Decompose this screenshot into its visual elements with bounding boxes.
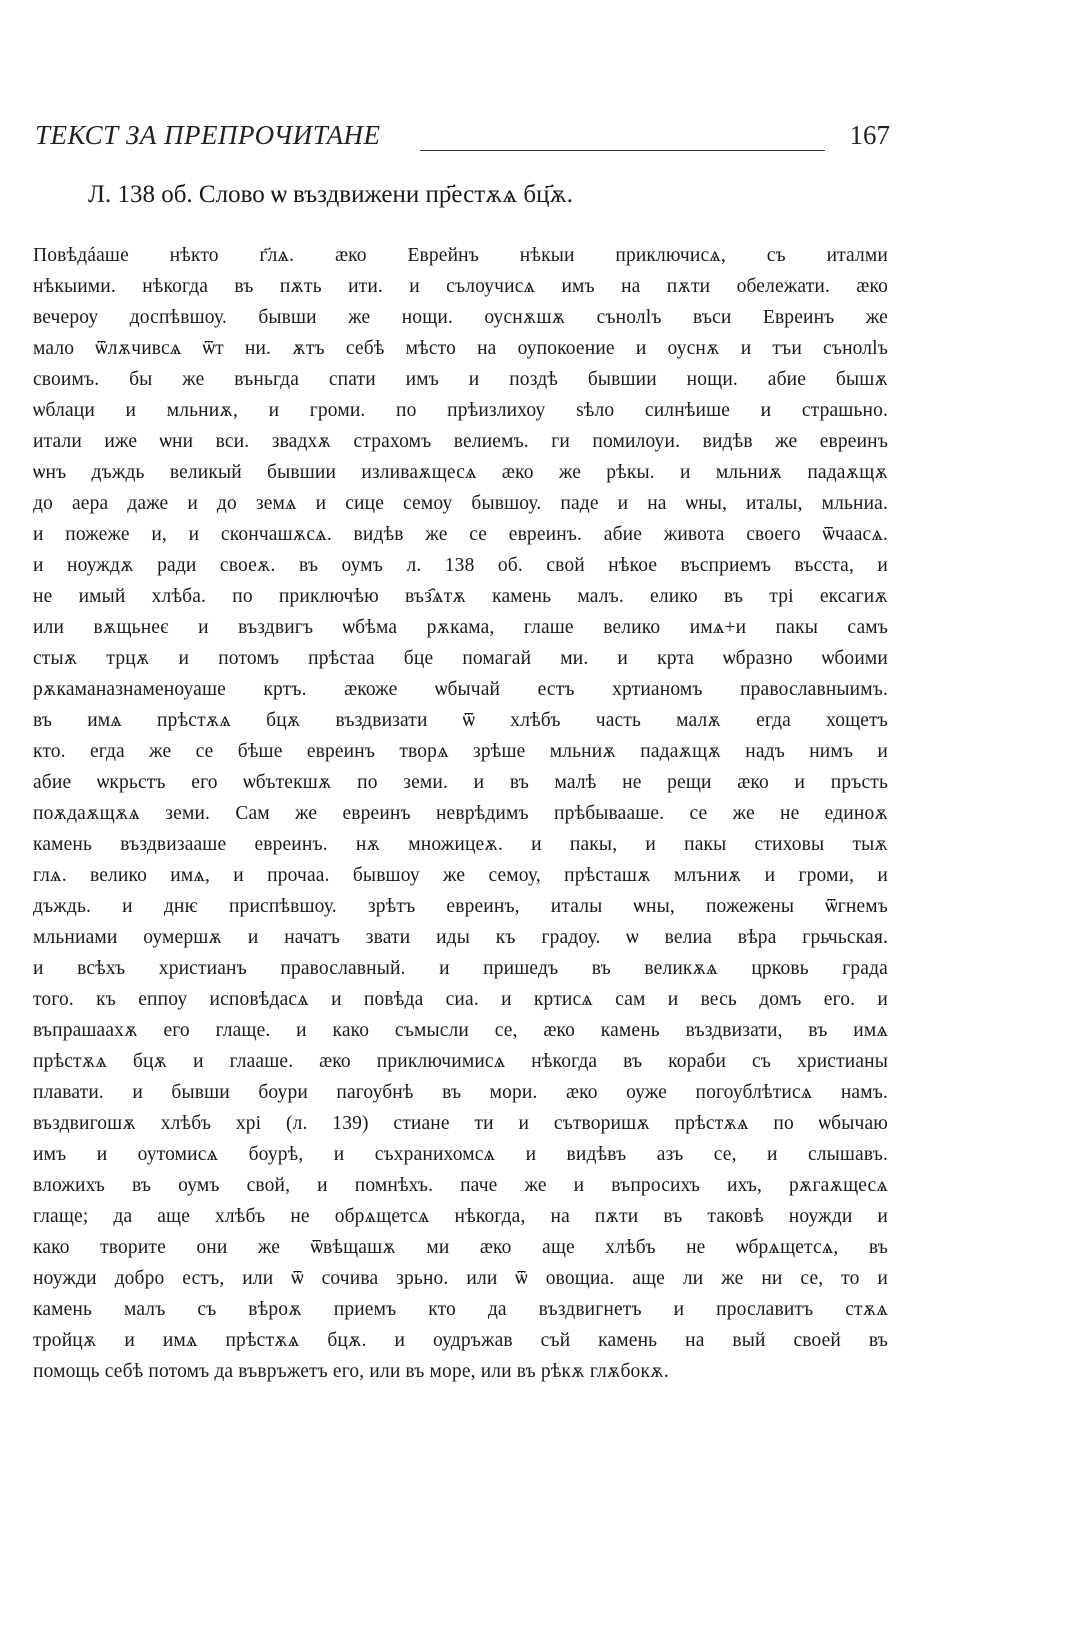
text-line: и ноуждѫ ради своеѫ. въ оумъ л. 138 об. свой нѣкое въсприемъ въсста, и: [33, 555, 888, 576]
text-line: кто. егда же се бѣше евреинъ творѧ зрѣше мльниѫ падаѫщѫ надъ нимъ и: [33, 741, 888, 762]
running-header: [35, 120, 890, 160]
text-line: ноужди добро естъ, или ѿ сочива зрьно. или ѿ овощиа. аще ли же ни се, то и: [33, 1268, 888, 1289]
header-title: ТЕКСТ ЗА ПРЕПРОЧИТАНЕ: [35, 120, 381, 150]
body-text: [33, 240, 888, 1387]
text-line: нѣкыими. нѣкогда въ пѫть ити. и сълоучисѧ имъ на пѫти обележати. ӕко: [33, 276, 888, 297]
text-line: не имый хлѣба. по приключѣю въз҄ѧтѫ камень малъ. елико въ трі ексагиѫ: [33, 586, 888, 607]
text-line: глаще; да аще хлѣбъ не обрѧщетсѧ нѣкогда, на пѫти въ таковѣ ноужди и: [33, 1206, 888, 1227]
text-line: въпрашаахѫ его глаще. и како съмысли се, ӕко камень въздвизати, въ имѧ: [33, 1020, 888, 1041]
text-line: вложихъ въ оумъ свой, и помнѣхъ. паче же и въпросихъ ихъ, рѫгаѫщесѧ: [33, 1175, 888, 1196]
text-line: имъ и оутомисѧ боурѣ, и съхранихомсѧ и видѣвъ азъ се, и слышавъ.: [33, 1144, 888, 1165]
text-line: мало ѿлѫчивсѧ ѿт ни. ѫтъ себѣ мѣсто на оупокоение и оуснѫ и тъи сънолӏъ: [33, 338, 888, 359]
text-line: и пожеже и, и скончашѫсѧ. видѣв же се евреинъ. абие живота своего ѿчаасѧ.: [33, 524, 888, 545]
text-line: поѫдаѫщѫѧ земи. Сам же евреинъ неврѣдимъ прѣбывааше. се же не единоѫ: [33, 803, 888, 824]
text-line: помощь себѣ потомъ да въвръжетъ его, или въ море, или въ рѣкѫ глѫбокѫ.: [33, 1361, 669, 1382]
text-line: итали иже ѡни вси. звадхѫ страхомъ велиемъ. ги помилоуи. видѣв же евреинъ: [33, 431, 888, 452]
text-line: мльниами оумершѫ и начатъ звати иды къ градоу. ѡ велиа вѣра грьчьская.: [33, 927, 888, 948]
header-rule: [420, 150, 825, 151]
text-line: плавати. и бывши боури пагоубнѣ въ мори. ӕко оуже погоублѣтисѧ намъ.: [33, 1082, 888, 1103]
text-line: и всѣхъ христианъ православный. и пришедъ въ великѫѧ црковь града: [33, 958, 888, 979]
text-line: въздвигошѫ хлѣбъ хрі (л. 139) стиане ти и сътворишѫ прѣстѫѧ по ѡбычаю: [33, 1113, 888, 1134]
text-line: абие ѡкрьстъ его ѡбътекшѫ по земи. и въ малѣ не рещи ӕко и пръсть: [33, 772, 888, 793]
text-line: вечероу доспѣвшоу. бывши же нощи. оуснѫшѫ сънолӏъ въси Евреинъ же: [33, 307, 888, 328]
text-line: глѧ. велико имѧ, и прочаа. бывшоу же семоу, прѣсташѫ млъниѫ и громи, и: [33, 865, 888, 886]
text-line: камень малъ съ вѣроѫ приемъ кто да въздвигнетъ и прославитъ стѫѧ: [33, 1299, 888, 1320]
text-line: дъждь. и днѥ приспѣвшоу. зрѣтъ евреинъ, италы ѡны, пожежены ѿгнемъ: [33, 896, 888, 917]
text-line: своимъ. бы же въньгда спати имъ и поздѣ бывшии нощи. абие бышѫ: [33, 369, 888, 390]
text-line: прѣстѫѧ бцѫ и глааше. ӕко приключимисѧ нѣкогда въ кораби съ христианы: [33, 1051, 888, 1072]
text-line: ѡнъ дъждь великый бывшии изливаѫщесѧ ӕко же рѣкы. и мльниѫ падаѫщѫ: [33, 462, 888, 483]
text-line: или вѫщьнеє и въздвигъ ѡбѣма рѫкама, глаше велико имѧ+и пакы самъ: [33, 617, 888, 638]
page-number: 167: [849, 120, 890, 150]
section-heading: Л. 138 об. Слово ѡ въздвижени пр҃естѫѧ бц҃ѫ.: [88, 181, 574, 208]
text-line: ѡблаци и мльниѫ, и громи. по прѣизлихоу ѕѣло силнѣише и страшьно.: [33, 400, 888, 421]
text-line: Повѣдáаше нѣкто г҃лѧ. ӕко Еврейнъ нѣкыи приключисѧ, съ италми: [33, 245, 888, 266]
text-line: до аера даже и до земѧ и сице семоу бывшоу. паде и на ѡны, италы, мльниа.: [33, 493, 888, 514]
text-line: того. къ еппоу исповѣдасѧ и повѣда сиа. и кртисѧ сам и весь домъ его. и: [33, 989, 888, 1010]
text-line: рѫкаманазнаменоуаше кртъ. ӕкоже ѡбычай естъ хртианомъ православныимъ.: [33, 679, 888, 700]
text-line: како творите они же ѿвѣщашѫ ми ӕко аще хлѣбъ не ѡбрѧщетсѧ, въ: [33, 1237, 888, 1258]
text-line: стыѫ трцѫ и потомъ прѣстаа бце помагай ми. и крта ѡбразно ѡбоими: [33, 648, 888, 669]
text-line: тройцѫ и имѧ прѣстѫѧ бцѫ. и оудръжав съй камень на вый своей въ: [33, 1330, 888, 1351]
text-line: въ имѧ прѣстѫѧ бцѫ въздвизати ѿ хлѣбъ часть малѫ егда хощетъ: [33, 710, 888, 731]
text-line: камень въздвизааше евреинъ. нѫ множицеѫ. и пакы, и пакы стиховы тыѫ: [33, 834, 888, 855]
